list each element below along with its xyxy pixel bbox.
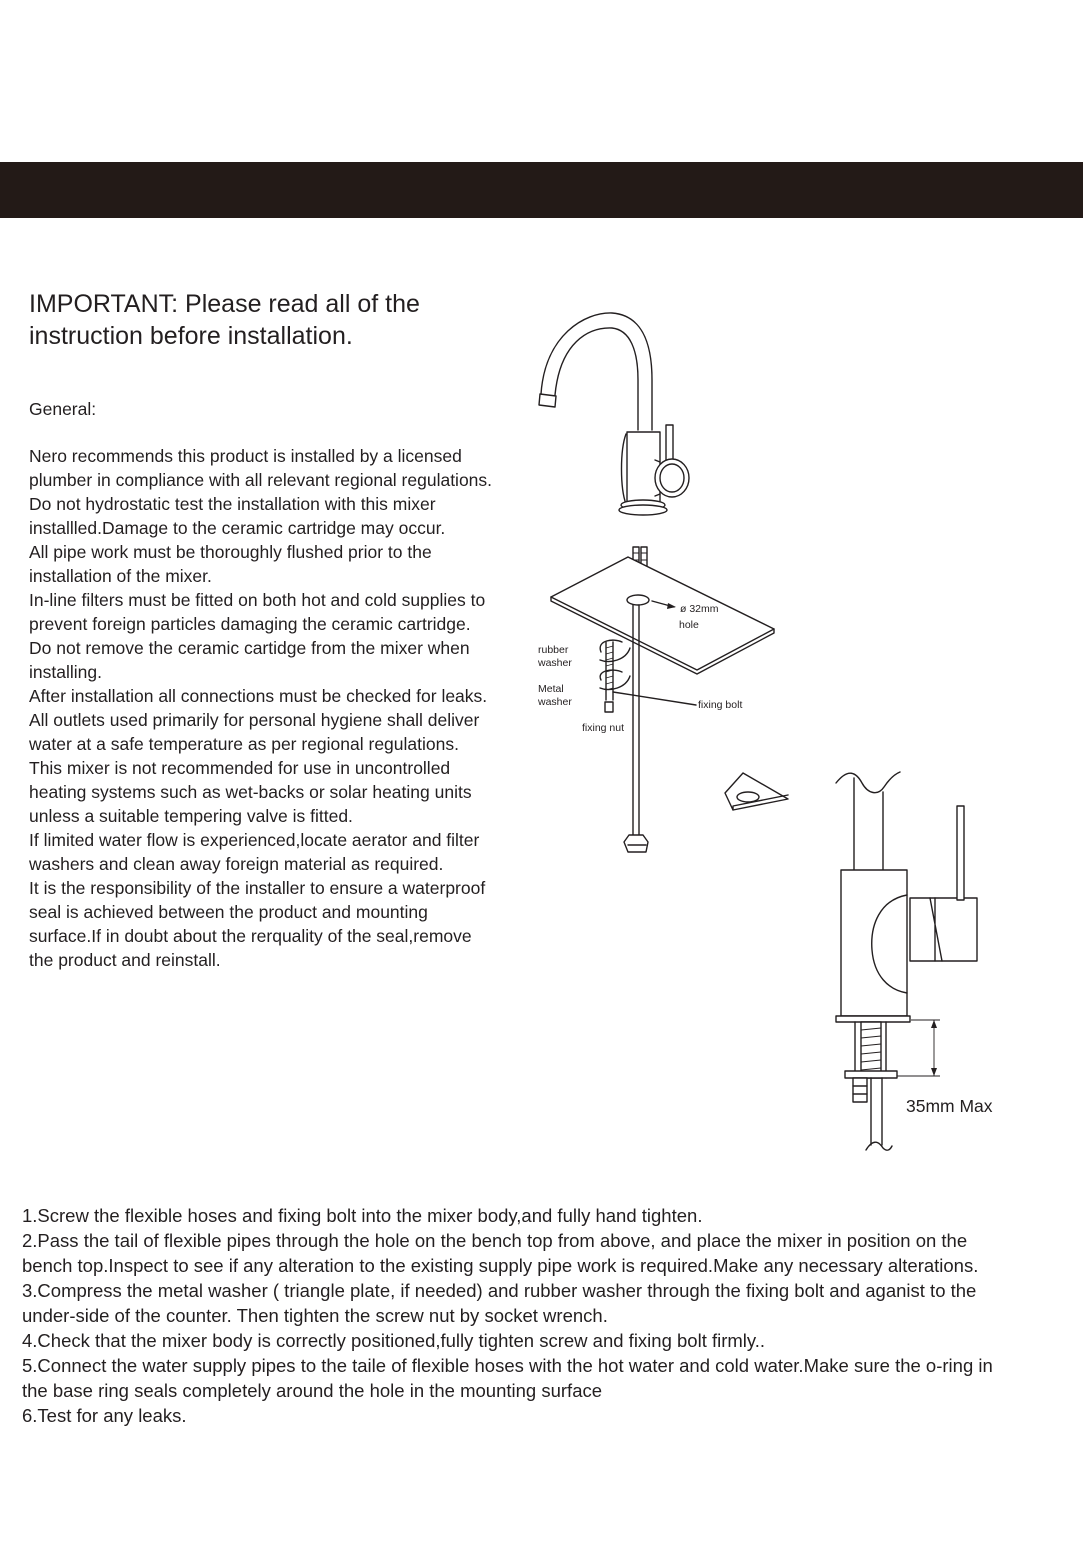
metal-washer-label: Metal: [538, 683, 564, 695]
installation-steps: [22, 1203, 1022, 1428]
max-height-label: 35mm Max: [906, 1096, 993, 1116]
general-note: If limited water flow is experienced,locate aerator and filter washers and clean away foreign material as required.: [29, 830, 480, 874]
hole-label: hole: [679, 619, 699, 631]
step-item: 3.Compress the metal washer ( triangle plate, if needed) and rubber washer through the fixing bolt and aganist to the under-side of the counter. Then tighten the screw nut by socket wrench.: [22, 1280, 977, 1326]
step-item: 6.Test for any leaks.: [22, 1405, 187, 1426]
general-heading: General:: [29, 399, 97, 419]
rubber-washer-label: rubber: [538, 644, 569, 656]
rubber-washer-label: washer: [538, 657, 572, 669]
general-note: Do not remove the ceramic cartidge from the mixer when installing.: [29, 638, 470, 682]
general-note: All outlets used primarily for personal hygiene shall deliver water at a safe temperature as per regional regulations.: [29, 710, 480, 754]
general-note: All pipe work must be thoroughly flushed prior to the installation of the mixer.: [29, 542, 432, 586]
hole-size-label: ø 32mm: [680, 603, 719, 615]
mixer-assembled-drawing: [539, 313, 689, 515]
side-section-drawing: [836, 772, 993, 1150]
step-item: 4.Check that the mixer body is correctly positioned,fully tighten screw and fixing bolt firmly..: [22, 1330, 766, 1351]
general-note: Nero recommends this product is installed by a licensed plumber in compliance with all relevant regional regulations.: [29, 446, 493, 490]
exploded-installation-drawing: [537, 547, 788, 852]
fixing-bolt-label: fixing bolt: [698, 699, 743, 711]
fixing-nut-label: fixing nut: [582, 722, 625, 734]
general-note: After installation all connections must be checked for leaks.: [29, 686, 488, 706]
general-note: It is the responsibility of the installer to ensure a waterproof seal is achieved between the product and mounting surface.If in doubt about the rerquality of the seal,remove the product and reinstall.: [29, 878, 486, 970]
general-note: In-line filters must be fitted on both hot and cold supplies to prevent foreign particles damaging the ceramic cartridge.: [29, 590, 486, 634]
step-item: 1.Screw the flexible hoses and fixing bolt into the mixer body,and fully hand tighten.: [22, 1205, 703, 1226]
general-note: Do not hydrostatic test the installation with this mixer installled.Damage to the ceramic cartridge may occur.: [29, 494, 446, 538]
step-item: 2.Pass the tail of flexible pipes through the hole on the bench top from above, and place the mixer in position on the bench top.Inspect to see if any alteration to the existing supply pipe work is required.Make any necessary alterations.: [22, 1230, 979, 1276]
page-title: IMPORTANT: Please read all of the instruction before installation.: [29, 290, 420, 350]
general-note: This mixer is not recommended for use in uncontrolled heating systems such as wet-backs or solar heating units unless a suitable tempering valve is fitted.: [29, 758, 472, 826]
step-item: 5.Connect the water supply pipes to the taile of flexible hoses with the hot water and cold water.Make sure the o-ring in the base ring seals completely around the hole in the mounting surface: [22, 1355, 993, 1401]
metal-washer-label: washer: [538, 696, 572, 708]
